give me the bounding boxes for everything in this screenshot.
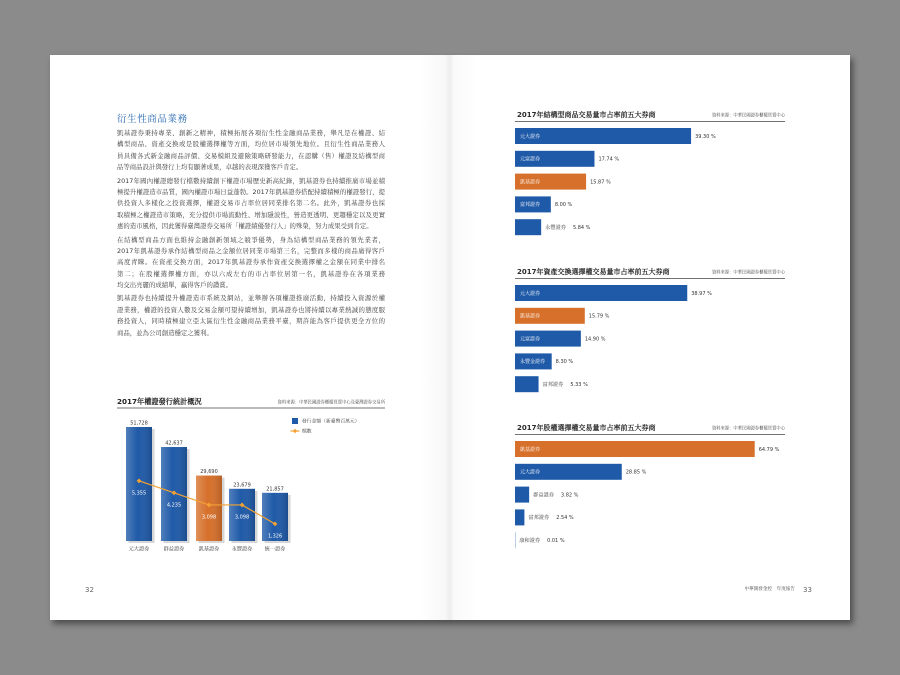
bar bbox=[515, 509, 524, 525]
line-value-label: 3,098 bbox=[201, 514, 217, 521]
bar-category-label: 富邦證券 bbox=[542, 382, 564, 388]
paragraph-line: 證業務，權證的投資人數及交易金額可望持續增加，凱基證券也將持續以專業熱誠的態度服 bbox=[117, 305, 385, 314]
line-value-label: 1,326 bbox=[267, 533, 283, 540]
bar-category-label: 凱基證券 bbox=[520, 313, 541, 320]
bar bbox=[515, 487, 529, 503]
bar-value-label: 17.74 % bbox=[598, 156, 620, 163]
bar-value-label: 0.01 % bbox=[547, 538, 565, 544]
bar-value-label: 29,690 bbox=[200, 469, 218, 476]
paragraph-line: 供投資人多樣化之投資選擇，權證交易市占率位居同業排名第二名。此外，凱基證券也採 bbox=[117, 199, 385, 208]
chart-source: 資料來源：中華民國證券櫃檯買賣中心 bbox=[711, 426, 785, 432]
paragraph bbox=[117, 176, 385, 233]
legend-label-count: 檔數 bbox=[302, 429, 312, 435]
body-text bbox=[117, 128, 385, 341]
line-value-label: 3,098 bbox=[234, 514, 250, 521]
chart-source: 資料來源：中華民國證券櫃檯買賣中心 bbox=[711, 270, 785, 276]
bar-value-label: 28.85 % bbox=[625, 469, 647, 476]
category-label: 統一證券 bbox=[264, 546, 286, 553]
bar-category-label: 永豐證券 bbox=[545, 225, 566, 231]
chart-source: 資料來源：中華民國證券櫃檯買賣中心及臺灣證券交易所 bbox=[277, 400, 385, 406]
bar-category-label: 凱基證券 bbox=[520, 179, 541, 186]
bar bbox=[515, 219, 541, 235]
chart-title: 2017年權證發行統計概況 bbox=[117, 397, 202, 406]
paragraph-line: 取積極之權證造市策略，充分提供市場流動性、增加隱波性，營造更透明、更趨穩定以及更實 bbox=[117, 210, 385, 219]
paragraph-line: 務投資人，同時積極建立亞太區衍生性金融商品業務平臺，期許能為客戶提供更全方位的 bbox=[117, 317, 385, 326]
paragraph-line: 凱基證券也持續提升權證造市系統及網站，並舉辦各項權證推廣活動，持續投入資源於權 bbox=[117, 294, 385, 303]
paragraph-line: 第二；在股權選擇權方面，亦以六成左右的市占率位居第一名，凱基證券在各項業務 bbox=[117, 269, 385, 278]
bar-category-label: 永豐金證券 bbox=[520, 359, 546, 366]
bar-value-label: 64.79 % bbox=[758, 446, 780, 453]
chart-title: 2017年股權選擇權交易量市占率前五大券商 bbox=[517, 424, 656, 432]
paragraph-line: 在結構型商品方面也維持金融創新領域之競爭優勢，身為結構型商品業務的領先業者， bbox=[117, 235, 385, 244]
category-label: 元大證券 bbox=[128, 546, 150, 553]
line-value-label: 5,355 bbox=[131, 490, 147, 497]
report-spread bbox=[50, 55, 850, 620]
bar-value-label: 42,637 bbox=[165, 440, 183, 447]
paragraph-line: 品等商品設計與發行上均有顯著成果，卓越的表現深獲客戶肯定。 bbox=[117, 163, 303, 172]
legend-label-amount: 發行金額（新臺幣百萬元） bbox=[302, 419, 360, 425]
bar-category-label: 群益證券 bbox=[533, 492, 554, 499]
paragraph bbox=[117, 235, 385, 292]
paragraph-line: 高度青睞。在資產交換方面，2017年凱基證券承作資產交換選擇權之金額在同業中排名 bbox=[117, 258, 385, 267]
bar-category-label: 元大證券 bbox=[520, 133, 541, 140]
equity-options-share-chart bbox=[512, 420, 790, 565]
bar-value-label: 39.30 % bbox=[695, 133, 716, 140]
bar-value-label: 5.33 % bbox=[570, 382, 588, 388]
paragraph-line: 均交出亮麗的成績單，贏得客戶的讚賞。 bbox=[117, 281, 233, 290]
chart-title: 2017年資產交換選擇權交易量市占率前五大券商 bbox=[517, 268, 670, 276]
category-label: 群益證券 bbox=[163, 546, 185, 553]
paragraph-line: 2017年凱基證券承作結構型商品之金額位居同業市場第三名，完整而多樣的商品廣得客戶 bbox=[117, 246, 385, 255]
bar-value-label: 51,728 bbox=[130, 420, 148, 427]
bar-category-label: 富邦證券 bbox=[520, 202, 541, 209]
bar-value-label: 8.30 % bbox=[555, 359, 574, 366]
bar-value-label: 14.90 % bbox=[584, 336, 606, 343]
bar-category-label: 元大證券 bbox=[520, 290, 541, 297]
bar-value-label: 23,679 bbox=[233, 482, 251, 489]
bar bbox=[515, 128, 691, 144]
line-value-label: 4,235 bbox=[166, 502, 182, 509]
bar-value-label: 8.00 % bbox=[554, 202, 573, 209]
structured-products-share-chart bbox=[512, 107, 790, 252]
page-number-right: 33 bbox=[803, 586, 812, 594]
paragraph bbox=[117, 128, 385, 174]
bar-value-label: 5.84 % bbox=[572, 225, 591, 231]
warrant-issuance-chart bbox=[112, 395, 392, 565]
paragraph bbox=[117, 293, 385, 339]
bar-value-label: 15.79 % bbox=[588, 313, 610, 320]
bar-value-label: 15.87 % bbox=[590, 179, 611, 186]
paragraph-line: 商品，並為公司創造穩定之獲利。 bbox=[117, 328, 213, 337]
paragraph-line: 惠的造市風格，因此獲得臺灣證券交易所「權證績優發行人」的殊榮，努力成果受到肯定。 bbox=[117, 222, 373, 231]
bar bbox=[515, 441, 755, 457]
section-heading: 衍生性商品業務 bbox=[117, 114, 188, 125]
bar-value-label: 21,857 bbox=[266, 486, 284, 493]
bar-category-label: 康和證券 bbox=[519, 538, 541, 544]
legend-swatch-amount bbox=[292, 418, 298, 424]
bar-value-label: 38.97 % bbox=[691, 290, 712, 297]
bar-category-label: 元大證券 bbox=[520, 469, 541, 476]
category-label: 凱基證券 bbox=[198, 546, 220, 553]
bar-gloss bbox=[196, 476, 222, 541]
legend-marker-count bbox=[293, 429, 297, 433]
paragraph-line: 2017年國內權證總發行檔數持續創下權證市場歷史新高紀錄，凱基證券也持續推廣市場並積 bbox=[117, 176, 385, 185]
bar-category-label: 元富證券 bbox=[520, 336, 541, 343]
category-label: 永豐證券 bbox=[231, 546, 253, 553]
bar-value-label: 2.54 % bbox=[556, 515, 574, 522]
bar-category-label: 凱基證券 bbox=[520, 446, 541, 453]
bar bbox=[515, 376, 539, 392]
chart-source: 資料來源：中華民國證券櫃檯買賣中心 bbox=[711, 113, 785, 119]
bar bbox=[515, 285, 687, 301]
chart-title: 2017年結構型商品交易量市占率前五大券商 bbox=[517, 111, 656, 119]
paragraph-line: 極提升權證造市品質，國內權證市場日益蓬勃。2017年凱基證券搭配持續積極的權證發行，提 bbox=[117, 187, 385, 196]
page-number-left: 32 bbox=[85, 586, 94, 594]
paragraph-line: 構型商品、資產交換或是股權選擇權等方面，均位居市場領先地位。且衍生性商品業務人 bbox=[117, 140, 385, 149]
bar-category-label: 富邦證券 bbox=[528, 515, 550, 522]
running-footer: 中華開發金控 年度報告 bbox=[744, 587, 795, 592]
paragraph-line: 凱基證券秉持專業、創新之精神，積極拓展各項衍生性金融商品業務，舉凡是在權證、結 bbox=[117, 129, 385, 137]
paragraph-line: 員具備各式新金融商品評價、交易模組及避險策略研發能力，在認購（售）權證及結構型商 bbox=[117, 151, 385, 160]
asset-swap-options-share-chart bbox=[512, 264, 790, 409]
bar-category-label: 元富證券 bbox=[520, 156, 541, 163]
book-spine-shadow bbox=[420, 55, 480, 620]
bar-value-label: 3.82 % bbox=[560, 492, 579, 499]
